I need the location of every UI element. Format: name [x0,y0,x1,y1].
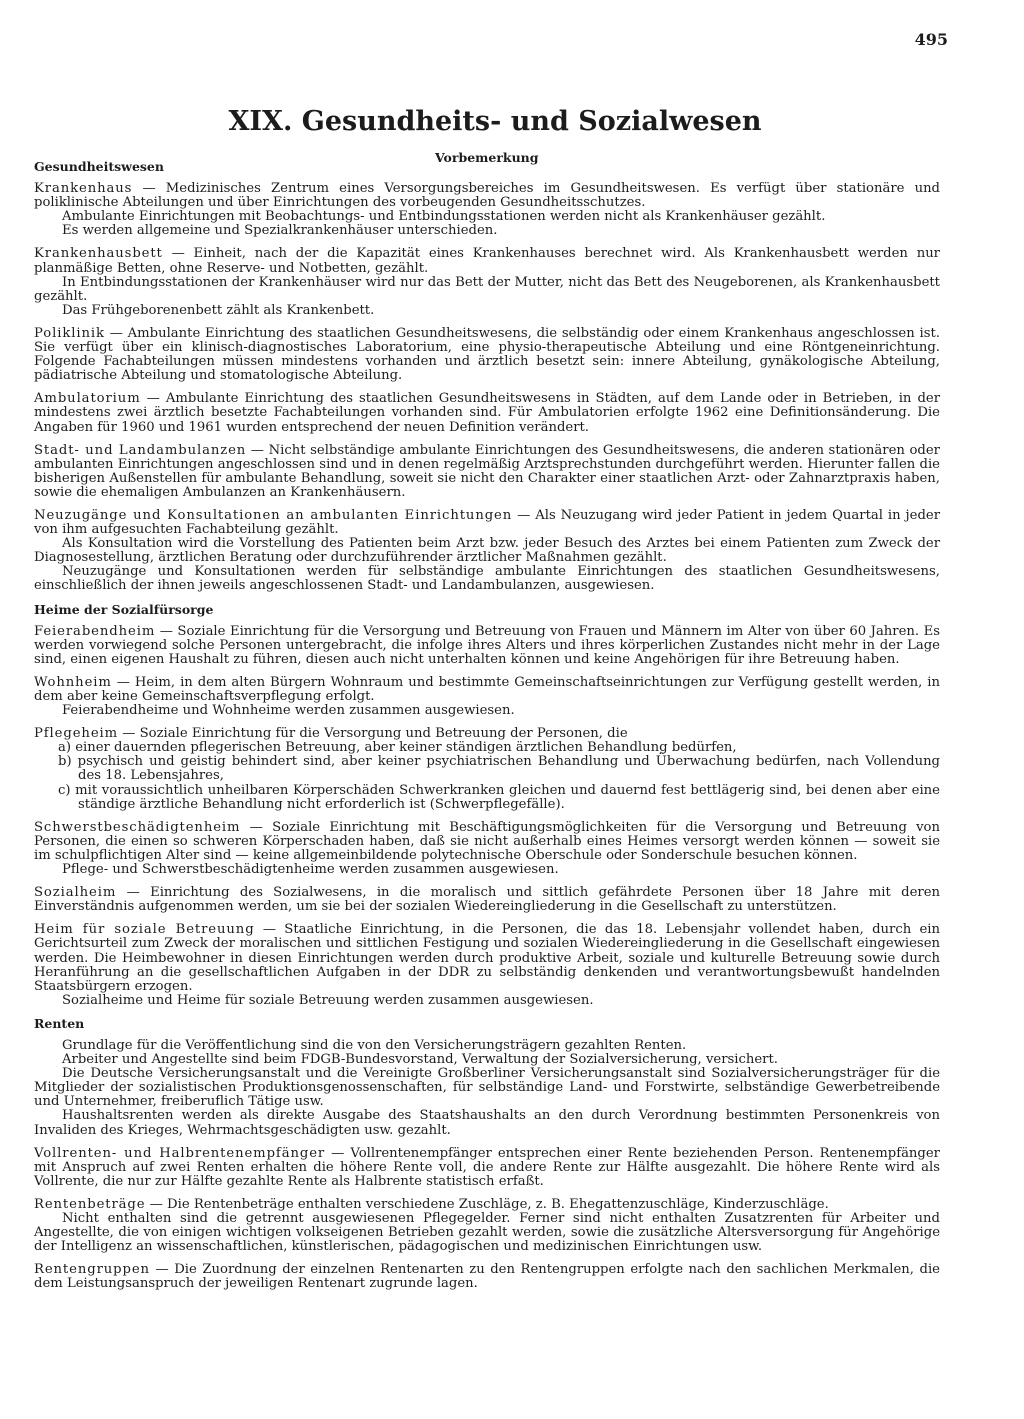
continuation-paragraph: Arbeiter und Angestellte sind beim FDGB-Bundesvorstand, Verwaltung der Sozialversicherung, versichert. [62,1052,778,1068]
definition-paragraph [34,923,940,993]
continuation-paragraph: Ambulante Einrichtungen mit Beobachtungs- und Entbindungsstationen werden nicht als Krankenhäuser gezählt. [62,209,826,225]
definition-term: Stadt- und Landambulanzen [34,442,247,458]
definition-term: Wohnheim [34,674,112,690]
continuation-paragraph: Die Deutsche Versicherungsanstalt und die Vereinigte Großberliner Versicherungsanstalt sind Sozialversicherungsträger für die Mitglieder der sozialistischen Produktionsgenossenschaften, für selbständige Land- und Forstwirte, selbständige Gewerbetreibende und Unternehmer, freiberuflich Tätige usw. [34,1066,940,1110]
definition-text: — Medizinisches Zentrum eines Versorgungsbereiches im Gesundheitswesen. Es verfügt über stationäre und poliklinische Abteilungen und über Einrichtungen des vorbeugenden Gesundheitsschutzes. [34,181,940,211]
definition-entry [34,886,940,914]
continuation-paragraph: Feierabendheime und Wohnheime werden zusammen ausgewiesen. [62,703,515,719]
definition-entry [34,821,940,877]
continuation-paragraph: Als Konsultation wird die Vorstellung des Patienten beim Arzt bzw. jeder Besuch des Arztes bei einem Patienten zum Zweck der Diagnosestellung, ärztlichen Beratung oder durchzuführender ärztlicher Maßnahmen gezählt. [34,536,940,566]
definition-paragraph [34,886,940,914]
criteria-list [34,741,940,811]
section-heading: Heime der Sozialfürsorge [34,601,214,617]
definition-entry [34,1263,940,1291]
document-body [34,160,940,1300]
definition-text: — Die Zuordnung der einzelnen Rentenarten zu den Rentengruppen erfolgte nach den sachlichen Merkmalen, die dem Leistungsanspruch der jeweiligen Rentenart zugrunde lagen. [34,1262,940,1292]
definition-entry [34,625,940,667]
definition-paragraph [34,727,940,741]
definition-paragraph [34,509,940,537]
definition-term: Neuzugänge und Konsultationen an ambulanten Einrichtungen [34,507,513,523]
definition-text: — Soziale Einrichtung für die Versorgung und Betreuung von Frauen und Männern im Alter von über 60 Jahren. Es werden vorwiegend solche Personen untergebracht, die infolge ihres Alters und ihres körperlichen Zustandes nicht mehr in der Lage sind, einen eigenen Haushalt zu führen, diesen auch nicht unterhalten können und keine Angehörigen für ihre Betreuung haben. [34,623,940,667]
definition-term: Rentengruppen [34,1262,150,1278]
definition-text: — Heim, in dem alten Bürgern Wohnraum und bestimmte Gemeinschaftseinrichtungen zur Verfügung gestellt werden, in dem aber keine Gemeinschaftsverpflegung erfolgt. [34,674,940,704]
continuation-paragraph: Grundlage für die Veröffentlichung sind die von den Versicherungsträgern gezahlten Renten. [62,1037,687,1053]
page-number: 495 [914,30,948,49]
definition-entry [34,1039,940,1138]
definition-paragraph [34,625,940,667]
definition-term: Krankenhaus [34,181,133,197]
continuation-paragraph: Es werden allgemeine und Spezialkrankenhäuser unterschieden. [62,223,498,239]
subtitle: Vorbemerkung [435,150,539,165]
definition-entry [34,509,940,594]
definition-term: Ambulatorium [34,391,141,407]
definition-text: — Die Rentenbeträge enthalten verschiedene Zuschläge, z. B. Ehegattenzuschläge, Kinderzuschläge. [145,1196,829,1212]
continuation-paragraph: In Entbindungsstationen der Krankenhäuser wird nur das Bett der Mutter, nicht das Bett des Neugeborenen, als Krankenhausbett gezählt. [34,274,940,304]
definition-paragraph [34,1263,940,1291]
definition-entry [34,182,940,238]
definition-paragraph [34,1198,940,1212]
definition-term: Pflegeheim [34,726,119,742]
continuation-paragraph: Neuzugänge und Konsultationen werden für selbständige ambulante Einrichtungen des staatlichen Gesundheitswesens, einschließlich der ihnen jeweils angeschlossenen Stadt- und Landambulanzen, ausgewiesen. [34,564,940,594]
list-item: a) einer dauernden pflegerischen Betreuung, aber keiner ständigen ärztlichen Behandlung bedürfen, [58,740,737,756]
definition-entry [34,923,940,1008]
list-item: b) psychisch und geistig behindert sind, aber keiner psychiatrischen Behandlung und Überwachung bedürfen, nach Vollendung des 18. Lebensjahres, [58,754,940,784]
definition-term: Poliklinik [34,325,105,341]
definition-paragraph [34,821,940,863]
definition-paragraph [34,392,940,434]
definition-text: — Soziale Einrichtung für die Versorgung und Betreuung der Personen, die [118,726,628,742]
definition-entry [34,1147,940,1189]
definition-entry [34,727,940,812]
continuation-paragraph: Das Frühgeborenenbett zählt als Krankenbett. [62,302,375,318]
definition-text: — Vollrentenempfänger entsprechen einer Rente beziehenden Person. Rentenempfänger mit Anspruch auf zwei Renten erhalten die höhere Rente voll, die andere Rente zur Hälfte ausgezahlt. Die höhere Rente wird als Vollrente, die nur zur Hälfte gezahlte Rente als Halbrente statistisch erfaßt. [34,1145,940,1189]
section-heading: Renten [34,1015,85,1031]
definition-term: Rentenbeträge [34,1196,146,1212]
section-heading: Gesundheitswesen [34,159,164,174]
continuation-paragraph: Sozialheime und Heime für soziale Betreuung werden zusammen ausgewiesen. [62,992,594,1008]
continuation-paragraph: Haushaltsrenten werden als direkte Ausgabe des Staatshaushalts an den durch Verordnung bestimmten Personenkreis von Invaliden des Krieges, Wehrmachtsgeschädigten usw. gezahlt. [34,1108,940,1138]
definition-text: — Ambulante Einrichtung des staatlichen Gesundheitswesens in Städten, auf dem Lande oder in Betrieben, in der mindestens zwei ärztlich besetzte Fachabteilungen vorhanden sind. Für Ambulatorien erfolgte 1962 eine Definitionsänderung. Die Angaben für 1960 und 1961 wurden entsprechend der neuen Definition verändert. [34,391,940,435]
definition-entry [34,1198,940,1254]
definition-entry [34,444,940,500]
definition-text: — Nicht selbständige ambulante Einrichtungen des Gesundheitswesens, die anderen stationären oder ambulanten Einrichtungen angeschlossen sind und in denen regelmäßig Arztsprechstunden durchgeführt werden. Hierunter fallen die bisherigen Außenstellen für ambulante Behandlung, soweit sie nicht den Charakter einer staatlichen Arzt- oder Zahnarztpraxis haben, sowie die ehemaligen Ambulanzen an Krankenhäusern. [34,442,940,500]
definition-paragraph [34,327,940,383]
continuation-paragraph: Pflege- und Schwerstbeschädigtenheime werden zusammen ausgewiesen. [62,862,559,878]
definition-term: Sozialheim [34,885,117,901]
chapter-title: XIX. Gesundheits- und Sozialwesen [228,106,762,137]
definition-text: — Soziale Einrichtung mit Beschäftigungsmöglichkeiten für die Versorgung und Betreuung von Personen, die einen so schweren Körperschaden haben, daß sie nicht außerhalb eines Heimes versorgt werden können — soweit sie im schulpflichtigen Alter sind — keine allgemeinbildende polytechnische Oberschule oder Sonderschule besuchen können. [34,819,940,863]
definition-term: Krankenhausbett [34,246,163,262]
definition-entry [34,676,940,718]
definition-entry [34,392,940,434]
continuation-paragraph: Nicht enthalten sind die getrennt ausgewiesenen Pflegegelder. Ferner sind nicht enthalten Zusatzrenten für Arbeiter und Angestellte, die von einigen wichtigen volkseigenen Betrieben gezahlt werden, sowie die zusätzliche Altersversorgung für Angehörige der Intelligenz an wissenschaftlichen, künstlerischen, pädagogischen und medizinischen Einrichtungen usw. [34,1211,940,1255]
definition-paragraph [34,444,940,500]
definition-term: Schwerstbeschädigtenheim [34,819,241,835]
definition-paragraph [34,1147,940,1189]
definition-paragraph [34,247,940,275]
definition-term: Vollrenten- und Halbrentenempfänger [34,1145,326,1161]
definition-text: — Einrichtung des Sozialwesens, in die moralisch und sittlich gefährdete Personen über 18 Jahre mit deren Einverständnis aufgenommen werden, um sie bei der sozialen Wiedereingliederung in die Gesellschaft zu unterstützen. [34,885,940,915]
definition-text: — Einheit, nach der die Kapazität eines Krankenhauses berechnet wird. Als Krankenhausbett werden nur planmäßige Betten, ohne Reserve- und Notbetten, gezählt. [34,246,940,276]
definition-text: — Als Neuzugang wird jeder Patient in jedem Quartal in jeder von ihm aufgesuchten Fachabteilung gezählt. [34,507,940,538]
definition-entry [34,327,940,383]
definition-term: Heim für soziale Betreuung [34,922,255,938]
definition-text: — Ambulante Einrichtung des staatlichen Gesundheitswesens, die selbständig oder einem Krankenhaus angeschlossen ist. Sie verfügt über ein klinisch-diagnostisches Laboratorium, eine physio-therapeutische Abteilung und eine Röntgeneinrichtung. Folgende Fachabteilungen müssen mindestens vorhanden und ärztlich besetzt sein: innere Abteilung, gynäkologische Abteilung, pädiatrische Abteilung und stomatologische Abteilung. [34,325,940,384]
definition-paragraph [34,182,940,210]
definition-term: Feierabendheim [34,623,156,639]
definition-paragraph [34,676,940,704]
definition-entry [34,247,940,317]
definition-text: — Staatliche Einrichtung, in die Personen, die das 18. Lebensjahr vollendet haben, durch ein Gerichtsurteil zum Zweck der moralischen und sittlichen Festigung und sozialen Wiedereingliederung in die Gesellschaft eingewiesen werden. Die Heimbewohner in diesen Einrichtungen werden durch produktive Arbeit, soziale und kulturelle Betreuung sowie durch Heranführung an die gesellschaftlichen Aufgaben in der DDR zu selbständig denkenden und verantwortungsbewußt handelnden Staatsbürgern erzogen. [34,922,940,994]
list-item: c) mit voraussichtlich unheilbaren Körperschäden Schwerkranken gleichen und dauernd fest bettlägerig sind, bei denen aber eine ständige ärztliche Behandlung nicht erforderlich ist (Schwerpflegefälle). [58,782,940,812]
